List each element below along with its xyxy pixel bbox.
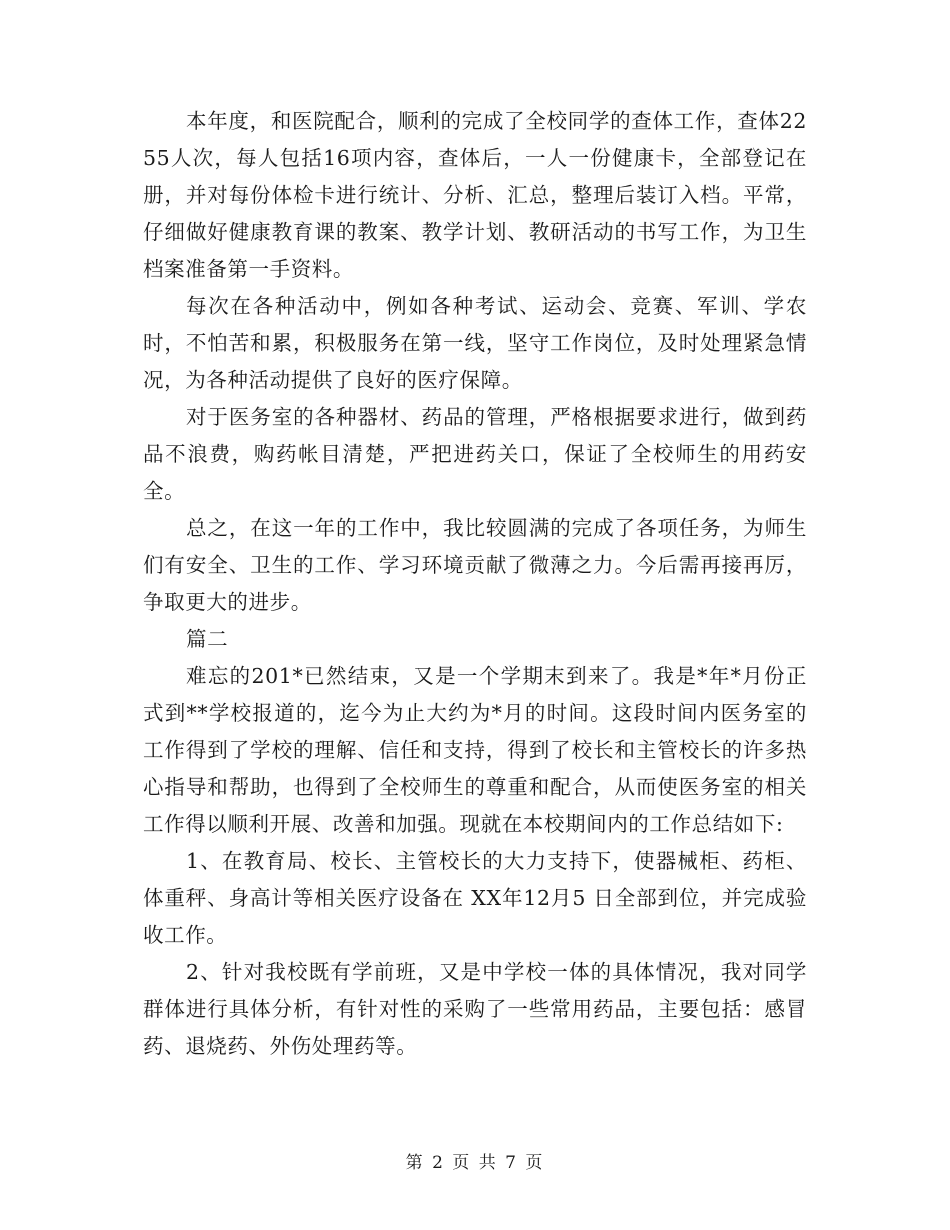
paragraph-activities: 每次在各种活动中，例如各种考试、运动会、竞赛、军训、学农时，不怕苦和累，积极服务在第一线，坚守工作岗位，及时处理紧急情况，为各种活动提供了良好的医疗保障。	[143, 294, 807, 392]
section-heading: 篇二	[186, 627, 229, 651]
document-body	[143, 103, 807, 1065]
list-item-2: 2、针对我校既有学前班，又是中学校一体的具体情况，我对同学群体进行具体分析，有针对性的采购了一些常用药品，主要包括：感冒药、退烧药、外伤处理药等。	[143, 960, 807, 1058]
paragraph-equipment-management: 对于医务室的各种器材、药品的管理，严格根据要求进行，做到药品不浪费，购药帐目清楚，严把进药关口，保证了全校师生的用药安全。	[143, 405, 807, 503]
paragraph-summary: 总之，在这一年的工作中，我比较圆满的完成了各项任务，为师生们有安全、卫生的工作、学习环境贡献了微薄之力。今后需再接再厉，争取更大的进步。	[143, 516, 807, 614]
paragraph-health-checkup: 本年度，和医院配合，顺利的完成了全校同学的查体工作，查体2255人次，每人包括16项内容，查体后，一人一份健康卡，全部登记在册，并对每份体检卡进行统计、分析、汇总，整理后装订入档。平常，仔细做好健康教育课的教案、教学计划、教研活动的书写工作，为卫生档案准备第一手资料。	[143, 109, 807, 281]
paragraph-introduction: 难忘的201*已然结束，又是一个学期末到来了。我是*年*月份正式到**学校报道的，迄今为止大约为*月的时间。这段时间内医务室的工作得到了学校的理解、信任和支持，得到了校长和主管校长的许多热心指导和帮助，也得到了全校师生的尊重和配合，从而使医务室的相关工作得以顺利开展、改善和加强。现就在本校期间内的工作总结如下:	[143, 664, 807, 836]
page-number-footer: 第 2 页 共 7 页	[405, 1153, 545, 1173]
list-item-1: 1、在教育局、校长、主管校长的大力支持下，使器械柜、药柜、体重秤、身高计等相关医疗设备在 XX年12月5 日全部到位，并完成验收工作。	[143, 849, 807, 947]
